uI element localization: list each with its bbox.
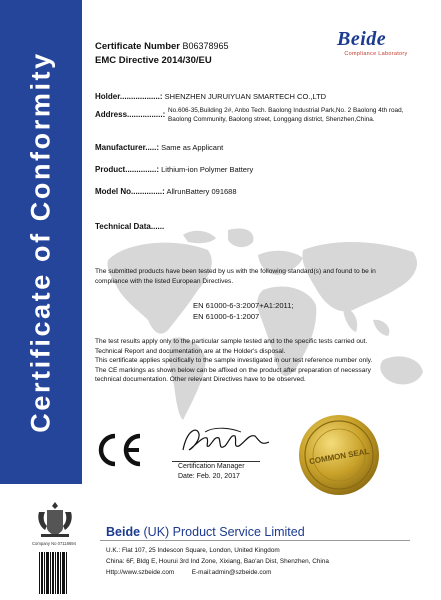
technical-data-label: Technical Data...... (95, 222, 165, 231)
notes-paragraph (95, 337, 435, 385)
gold-seal-icon (297, 413, 381, 497)
company-number: Company No 07118694 (32, 541, 76, 546)
contact-line (106, 569, 271, 576)
certificate-date: Date: Feb. 20, 2017 (178, 473, 240, 480)
manufacturer-label: Manufacturer.....: (95, 143, 160, 152)
notes-line-4: The CE markings as shown below can be affixed on the product after preparation of necessary (95, 366, 371, 374)
logo-subtitle: Compliance Laboratory (344, 51, 408, 57)
certificate-number-label: Certificate Number (95, 41, 180, 52)
model-label: Model No..............: (95, 187, 165, 196)
address-line-2: Baolong Community, Baolong street, Longgang district, Shenzhen,China. (168, 115, 375, 123)
tested-line-1: The submitted products have been tested by us with the following standard(s) and found to be in (95, 268, 376, 275)
royal-crest-icon (33, 496, 77, 540)
signature-line (172, 461, 260, 462)
product-value: Lithium-ion Polymer Battery (161, 165, 254, 174)
svg-text:COMMON SEAL: COMMON SEAL (308, 446, 371, 467)
email: E-mail:admin@szbeide.com (191, 569, 272, 576)
standards-list (193, 301, 294, 322)
address-row (95, 110, 165, 120)
ce-mark-icon (95, 433, 145, 467)
holder-label: Holder..................: (95, 92, 163, 101)
tested-paragraph (95, 267, 435, 286)
website: Http://www.szbeide.com (106, 569, 175, 576)
holder-value: SHENZHEN JURUIYUAN SMARTECH CO.,LTD (164, 92, 327, 101)
certificate-number-line (95, 41, 229, 52)
address-label: Address................: (95, 110, 166, 119)
world-map-background (88, 220, 438, 430)
side-band (0, 0, 82, 484)
manufacturer-row (95, 143, 223, 153)
model-row (95, 187, 237, 197)
address-line-1: No.606-35,Building 2#, Anbo Tech. Baolong Industrial Park,No. 2 Baolong 4th road, (168, 107, 404, 114)
notes-line-5: technical documentation. Other relevant Directives have to be observed. (95, 376, 306, 384)
company-name (106, 525, 305, 539)
standard-2: EN 61000-6-1:2007 (193, 311, 260, 321)
product-row (95, 165, 253, 175)
manager-signature (175, 420, 275, 460)
model-value: AllrunBattery 091688 (166, 187, 237, 196)
logo-name: Beide (337, 28, 387, 50)
china-address: China: 6F, Bldg E, Hourui 3rd Ind Zone, Xixiang, Bao'an Dist, Shenzhen, China (106, 558, 329, 565)
product-label: Product..............: (95, 165, 160, 174)
company-brand: Beide (106, 525, 141, 539)
manufacturer-value: Same as Applicant (161, 143, 224, 152)
certificate-number-value: B06378965 (182, 41, 229, 51)
standard-1: EN 61000-6-3:2007+A1:2011; (193, 301, 294, 310)
company-rest: (UK) Product Service Limited (140, 525, 305, 539)
barcode-icon (38, 552, 68, 594)
certification-manager-label: Certification Manager (178, 463, 245, 470)
footer-rule (100, 540, 410, 541)
notes-line-1: The test results apply only to the particular sample tested and to the specific tests carried out. (95, 338, 368, 345)
tested-line-2: compliance with the listed European Directives. (95, 277, 234, 285)
notes-line-3: This certificate applies specifically to the sample investigated in our test reference number only. (95, 357, 373, 365)
directive-line: EMC Directive 2014/30/EU (95, 55, 212, 66)
holder-row (95, 92, 326, 102)
address-value (168, 107, 436, 124)
beide-logo (337, 29, 415, 57)
side-title: Certificate of Conformity (25, 51, 56, 433)
notes-line-2: Technical Report and documentation are at the Holder's disposal. (95, 347, 286, 355)
uk-address: U.K.: Flat 107, 25 Indescon Square, London, United Kingdom (106, 547, 280, 554)
